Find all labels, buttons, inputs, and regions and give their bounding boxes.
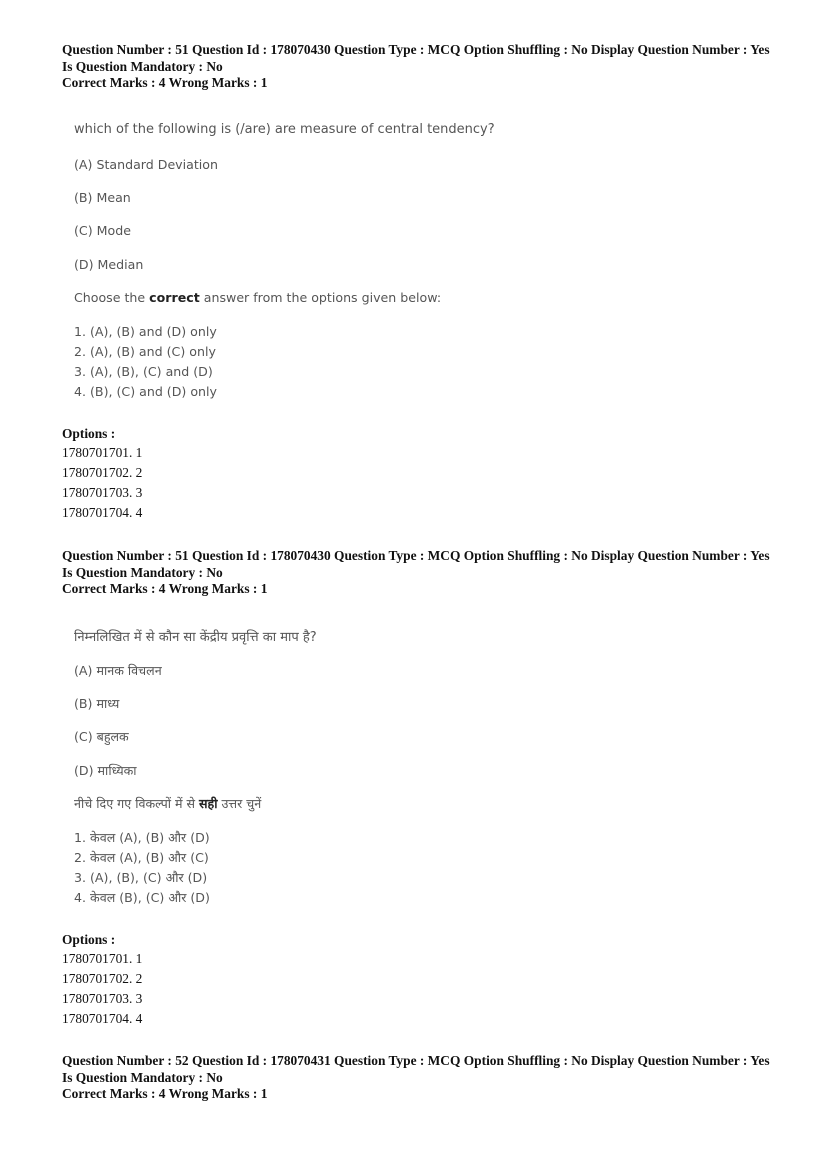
option-item: 1780701702. 2 xyxy=(62,971,143,986)
option-item: 1780701701. 1 xyxy=(62,445,143,460)
question-mandatory-line: Is Question Mandatory : No xyxy=(62,58,223,74)
option-item: 1780701704. 4 xyxy=(62,505,143,520)
answer-item: 2. (A), (B) and (C) only xyxy=(74,344,216,359)
options-label: Options : xyxy=(62,426,116,441)
question-mandatory-line: Is Question Mandatory : No xyxy=(62,564,223,580)
option-item: 1780701703. 3 xyxy=(62,485,143,500)
option-item: 1780701702. 2 xyxy=(62,465,143,480)
answer-item: 1. (A), (B) and (D) only xyxy=(74,324,217,339)
question-meta xyxy=(62,1053,782,1103)
answer-item: 3. (A), (B), (C) and (D) xyxy=(74,364,213,379)
question-meta-line: Question Number : 51 Question Id : 178070430 Question Type : MCQ Option Shuffling : No Display Question Number : Yes xyxy=(62,42,770,57)
question-meta xyxy=(62,42,782,92)
option-item: 1780701701. 1 xyxy=(62,951,143,966)
options-label: Options : xyxy=(62,932,116,947)
question-meta-line: Question Number : 52 Question Id : 178070431 Question Type : MCQ Option Shuffling : No Display Question Number : Yes xyxy=(62,1053,770,1068)
instruction-text: Choose the xyxy=(74,290,150,305)
question-marks-line: Correct Marks : 4 Wrong Marks : 1 xyxy=(62,581,268,596)
question-meta xyxy=(62,548,782,598)
choice-item: (A) Standard Deviation xyxy=(74,157,218,172)
answer-item: 4. (B), (C) and (D) only xyxy=(74,384,217,399)
answer-item: 2. केवल (A), (B) और (C) xyxy=(74,850,209,865)
answer-item: 3. (A), (B), (C) और (D) xyxy=(74,870,208,885)
answer-item: 1. केवल (A), (B) और (D) xyxy=(74,830,210,845)
choice-item: (B) माध्य xyxy=(74,696,120,711)
instruction-text: नीचे दिए गए विकल्पों में से xyxy=(74,796,200,811)
instruction-text: answer from the options given below: xyxy=(199,290,442,305)
choice-item: (C) बहुलक xyxy=(74,729,129,744)
choice-item: (D) Median xyxy=(74,257,144,272)
instruction-emphasis: सही xyxy=(199,796,218,811)
answer-instruction xyxy=(74,795,261,812)
option-item: 1780701703. 3 xyxy=(62,991,143,1006)
question-meta-line: Question Number : 51 Question Id : 178070430 Question Type : MCQ Option Shuffling : No Display Question Number : Yes xyxy=(62,548,770,563)
question-stem: निम्नलिखित में से कौन सा केंद्रीय प्रवृत्ति का माप है? xyxy=(74,630,317,645)
answer-item: 4. केवल (B), (C) और (D) xyxy=(74,890,210,905)
question-marks-line: Correct Marks : 4 Wrong Marks : 1 xyxy=(62,75,268,90)
option-item: 1780701704. 4 xyxy=(62,1011,143,1026)
question-marks-line: Correct Marks : 4 Wrong Marks : 1 xyxy=(62,1086,268,1101)
answer-instruction xyxy=(74,290,441,305)
choice-item: (C) Mode xyxy=(74,223,131,238)
instruction-emphasis: correct xyxy=(149,290,200,305)
instruction-text: उत्तर चुनें xyxy=(217,796,262,811)
question-mandatory-line: Is Question Mandatory : No xyxy=(62,1069,223,1085)
choice-item: (B) Mean xyxy=(74,190,131,205)
choice-item: (A) मानक विचलन xyxy=(74,663,162,678)
question-stem: which of the following is (/are) are measure of central tendency? xyxy=(74,122,495,137)
choice-item: (D) माध्यिका xyxy=(74,763,137,778)
